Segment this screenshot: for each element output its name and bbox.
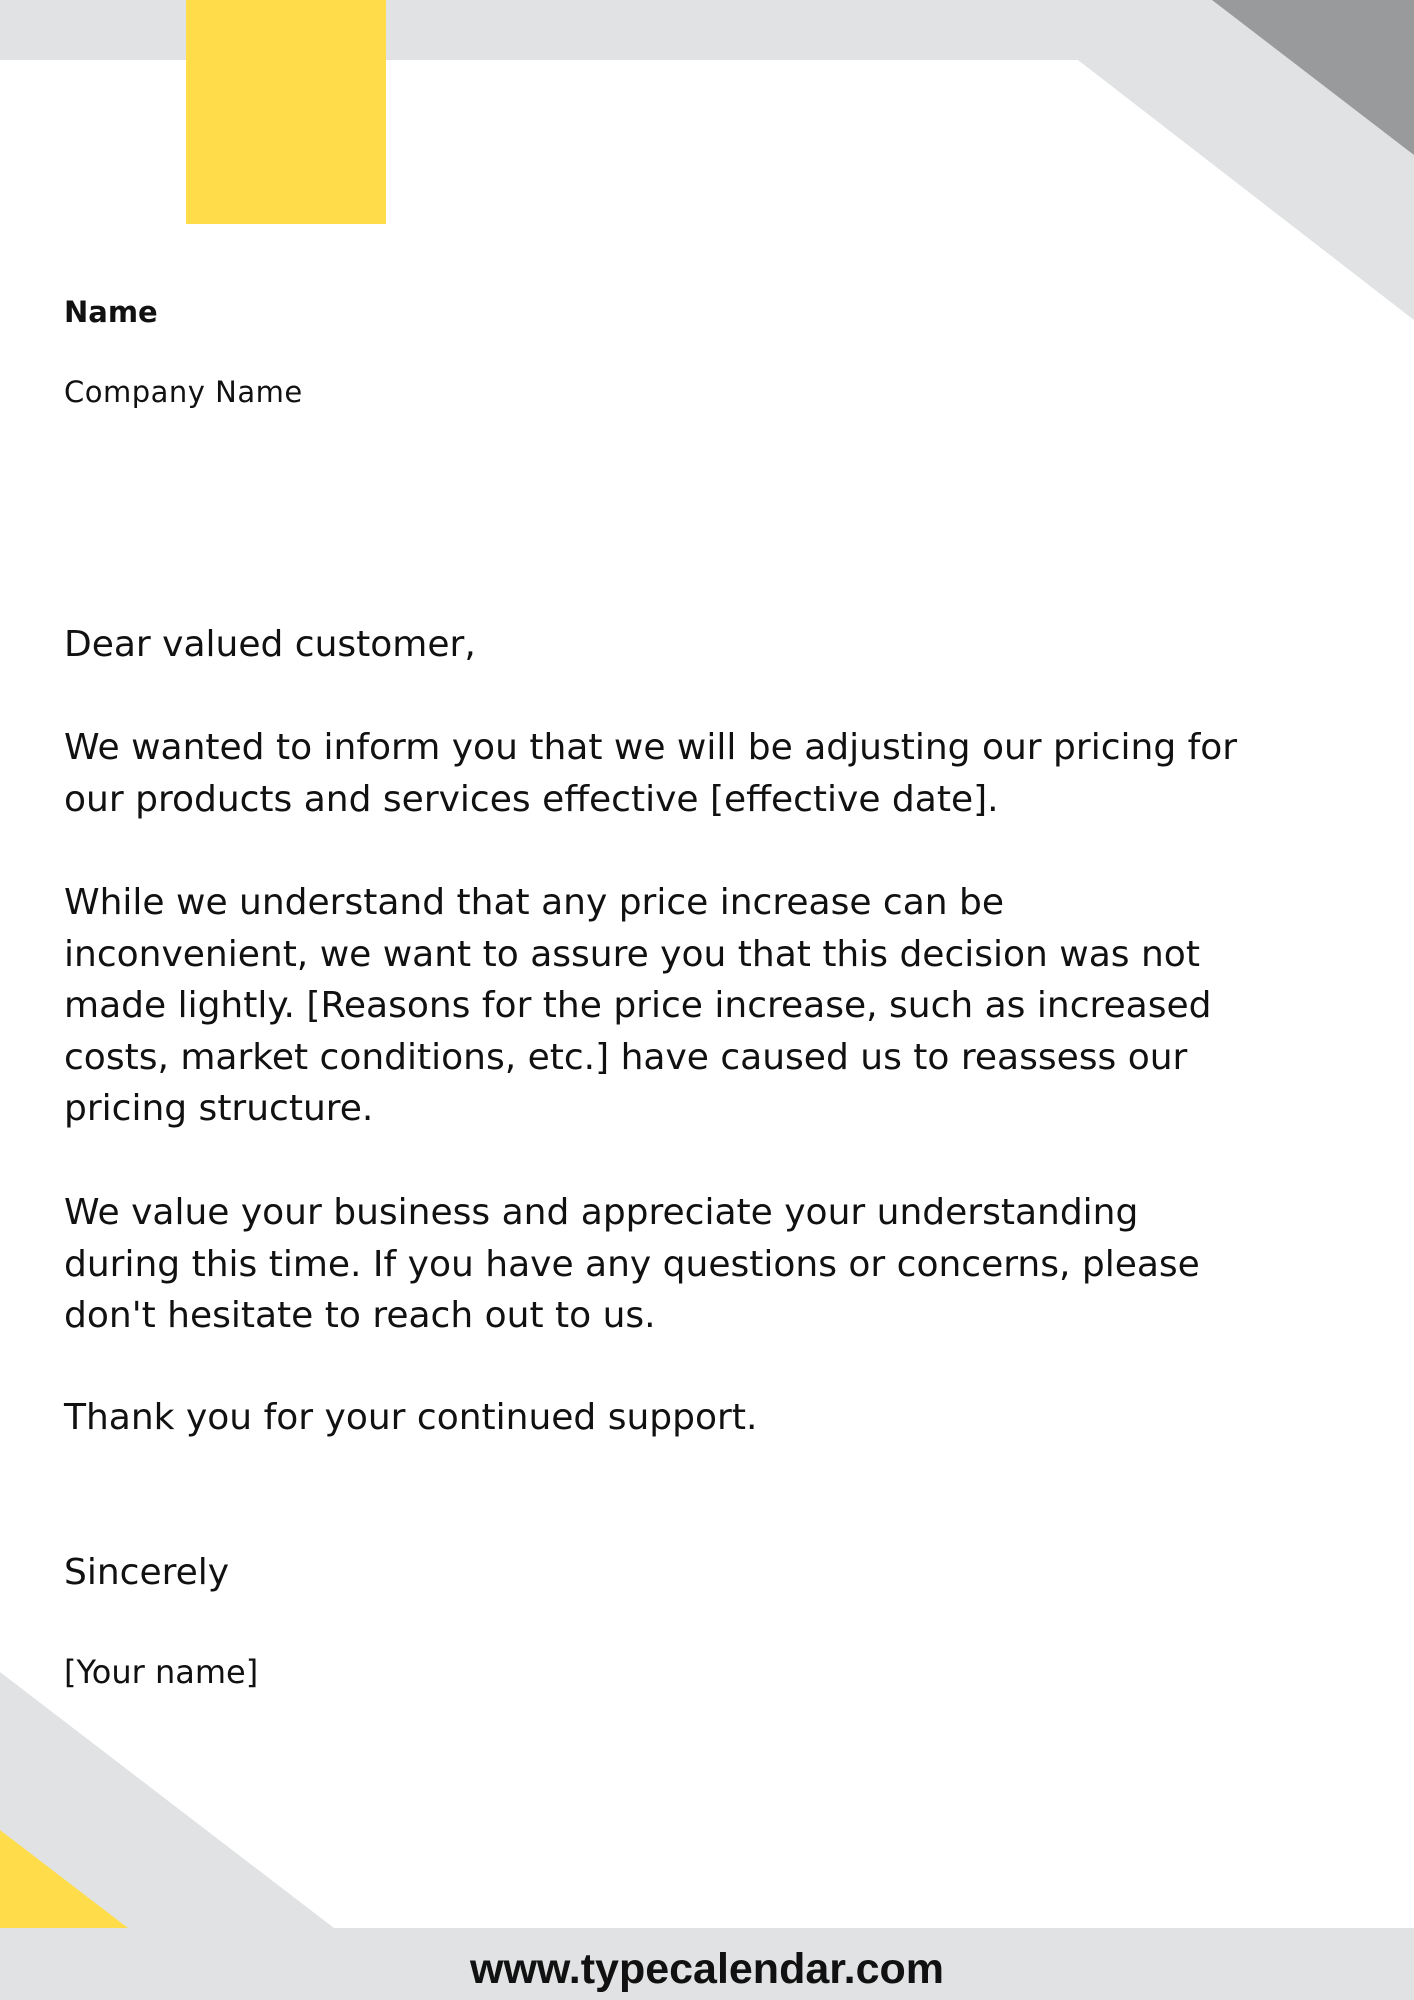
paragraph-line: our products and services effective [effective date].: [64, 778, 999, 820]
paragraph-appreciation: [64, 1187, 1200, 1342]
header-yellow-block: [186, 0, 386, 224]
paragraph-pricing-notice: [64, 722, 1237, 825]
paragraph-line: inconvenient, we want to assure you that this decision was not: [64, 933, 1200, 975]
yellow-block-fill: [186, 0, 386, 224]
paragraph-line: While we understand that any price increase can be: [64, 882, 1005, 923]
paragraph-line: We wanted to inform you that we will be adjusting our pricing for: [64, 727, 1238, 768]
footer-website-url: www.typecalendar.com: [470, 1945, 944, 1993]
closing-thanks: Thank you for your continued support.: [64, 1397, 758, 1438]
paragraph-reasons: [64, 877, 1211, 1135]
paragraph-line: We value your business and appreciate your understanding: [64, 1192, 1139, 1233]
paragraph-line: costs, market conditions, etc.] have caused us to reassess our: [64, 1036, 1188, 1078]
sender-name: Name: [64, 295, 158, 329]
company-name: Company Name: [64, 375, 303, 409]
paragraph-line: during this time. If you have any questions or concerns, please: [64, 1243, 1200, 1285]
paragraph-line: don't hesitate to reach out to us.: [64, 1295, 656, 1336]
paragraph-line: pricing structure.: [64, 1088, 374, 1129]
signer-name: [Your name]: [64, 1653, 259, 1691]
paragraph-line: made lightly. [Reasons for the price increase, such as increased: [64, 985, 1212, 1026]
signoff: Sincerely: [64, 1552, 230, 1593]
greeting: Dear valued customer,: [64, 624, 476, 665]
